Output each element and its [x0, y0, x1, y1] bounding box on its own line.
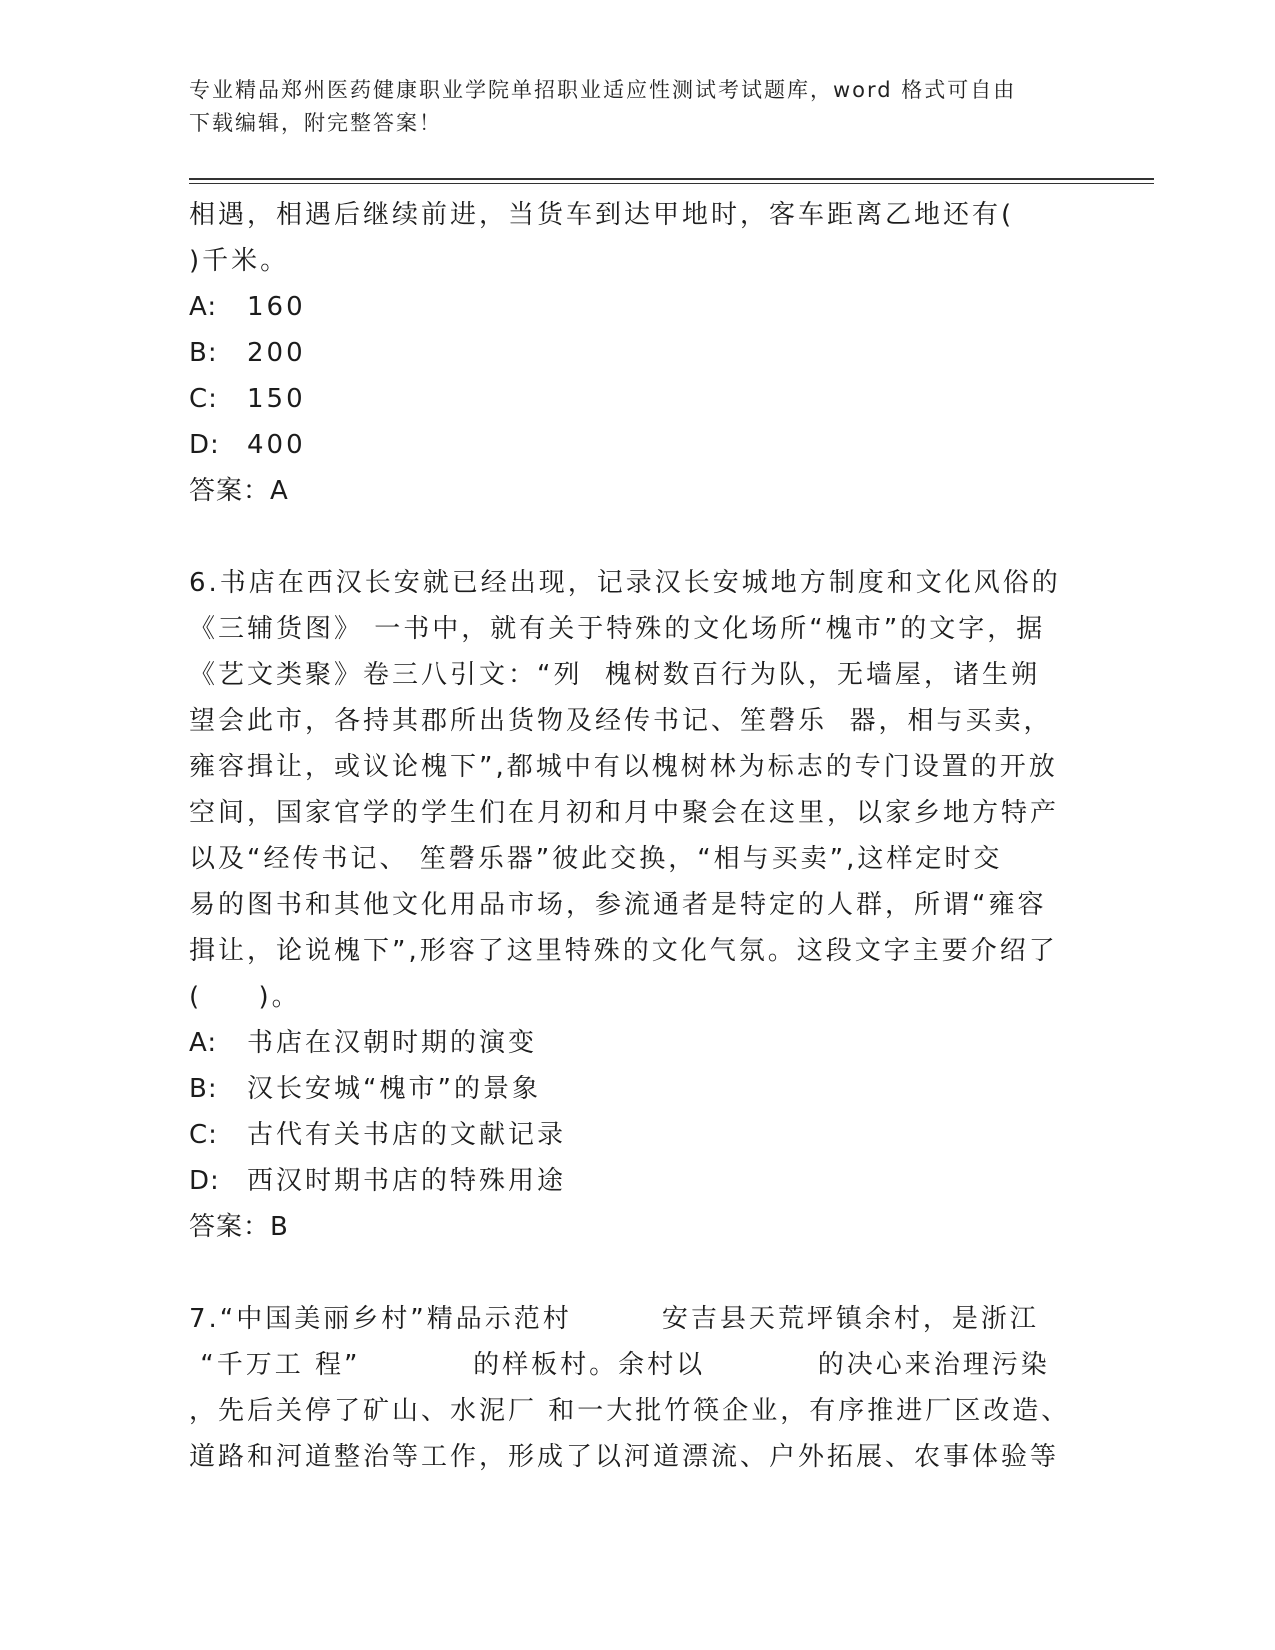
option-a — [189, 1020, 1089, 1066]
option-label: D: — [189, 1166, 220, 1196]
option-a — [189, 284, 1089, 330]
question-text-line: 《三辅货图》 一书中，就有关于特殊的文化场所“槐市”的文字，据 — [189, 614, 1046, 644]
header-divider-thin — [189, 183, 1154, 184]
page-header — [189, 74, 1089, 140]
option-d — [189, 422, 1089, 468]
answer-line: 答案：B — [189, 1212, 289, 1242]
option-text: 古代有关书店的文献记录 — [247, 1120, 567, 1150]
question-text-line: 望会此市，各持其郡所出货物及经传书记、笙磬乐 器，相与买卖， — [189, 706, 1053, 736]
option-label: C: — [189, 384, 218, 414]
spacer — [189, 1250, 1089, 1296]
header-line-2: 下载编辑，附完整答案！ — [189, 111, 442, 135]
option-text: 160 — [247, 292, 306, 322]
option-label: B: — [189, 1074, 218, 1104]
option-label: B: — [189, 338, 218, 368]
question-text-line: 6.书店在西汉长安就已经出现，记录汉长安城地方制度和文化风俗的 — [189, 568, 1061, 598]
option-text: 西汉时期书店的特殊用途 — [247, 1166, 567, 1196]
question-text-line: ( )。 — [189, 982, 301, 1012]
option-text: 150 — [247, 384, 306, 414]
option-text: 汉长安城“槐市”的景象 — [247, 1074, 541, 1104]
question-text-line: 道路和河道整治等工作，形成了以河道漂流、户外拓展、农事体验等 — [189, 1442, 1060, 1472]
question-text-line: ，先后关停了矿山、水泥厂 和一大批竹筷企业，有序推进厂区改造、 — [189, 1396, 1071, 1426]
question-text-line: 揖让，论说槐下”,形容了这里特殊的文化气氛。这段文字主要介绍了 — [189, 936, 1058, 966]
option-text: 200 — [247, 338, 306, 368]
option-d — [189, 1158, 1089, 1204]
option-label: A: — [189, 292, 218, 322]
question-text-line: 相遇，相遇后继续前进，当货车到达甲地时，客车距离乙地还有( — [189, 200, 1015, 230]
question-7 — [189, 1296, 1089, 1480]
option-c — [189, 1112, 1089, 1158]
option-label: D: — [189, 430, 220, 460]
question-text-line: 雍容揖让，或议论槐下”,都城中有以槐树林为标志的专门设置的开放 — [189, 752, 1058, 782]
question-text-line: 以及“经传书记、 笙磬乐器”彼此交换，“相与买卖”,这样定时交 — [189, 844, 1003, 874]
question-content — [189, 192, 1089, 1480]
question-text-line: 易的图书和其他文化用品市场，参流通者是特定的人群，所谓“雍容 — [189, 890, 1047, 920]
option-label: A: — [189, 1028, 218, 1058]
spacer — [189, 514, 1089, 560]
question-text-line: “千万工 程” 的样板村。余村以 的决心来治理污染 — [189, 1350, 1050, 1380]
question-text-line: )千米。 — [189, 246, 290, 276]
question-text-line: 《艺文类聚》卷三八引文：“列 槐树数百行为队，无墙屋，诸生朔 — [189, 660, 1040, 690]
answer-line: 答案：A — [189, 476, 289, 506]
option-b — [189, 1066, 1089, 1112]
option-text: 书店在汉朝时期的演变 — [247, 1028, 538, 1058]
option-text: 400 — [247, 430, 306, 460]
question-5 — [189, 192, 1089, 514]
option-c — [189, 376, 1089, 422]
question-text-line: 7.“中国美丽乡村”精品示范村 安吉县天荒坪镇余村，是浙江 — [189, 1304, 1039, 1334]
header-line-1: 专业精品郑州医药健康职业学院单招职业适应性测试考试题库，word 格式可自由 — [189, 78, 1017, 102]
option-label: C: — [189, 1120, 218, 1150]
header-divider-thick — [189, 178, 1154, 180]
option-b — [189, 330, 1089, 376]
question-text-line: 空间，国家官学的学生们在月初和月中聚会在这里，以家乡地方特产 — [189, 798, 1060, 828]
question-6 — [189, 560, 1089, 1250]
